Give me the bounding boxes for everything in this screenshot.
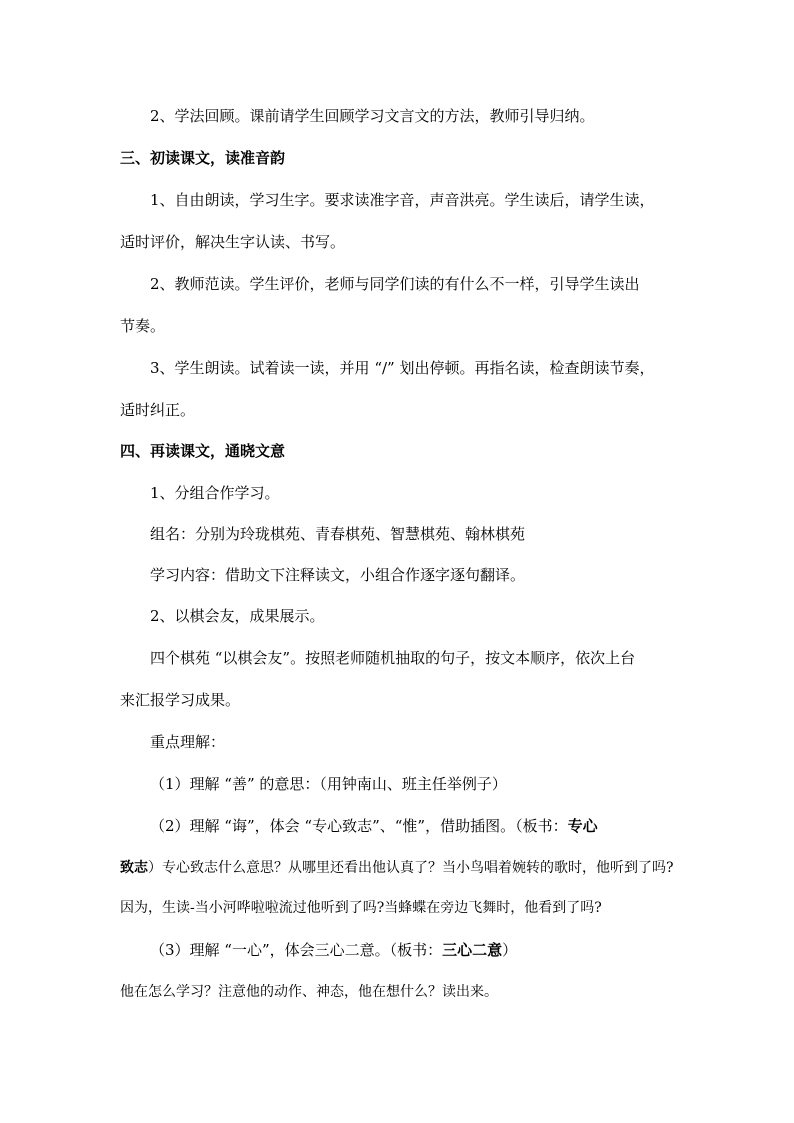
- paragraph-point-1: （1）理解 “善” 的意思：（用钟南山、班主任举例子）: [150, 775, 507, 793]
- paragraph-group-names: 组名：分别为玲珑棋苑、青春棋苑、智慧棋苑、翰林棋苑: [150, 525, 526, 543]
- paragraph-teacher-reading: 2、教师范读。学生评价，老师与同学们读的有什么不一样，引导学生读出: [150, 275, 640, 293]
- paragraph-point-2: [0, 816, 598, 836]
- paragraph-point-2-cont: [0, 858, 674, 878]
- paragraph-student-reading: 3、学生朗读。试着读一读，并用 “/” 划出停顿。再指名读，检查朗读节奏，: [150, 359, 655, 377]
- paragraph-results-show: 2、以棋会友，成果展示。: [150, 607, 325, 625]
- point-3-close: ）: [502, 941, 518, 959]
- board-note-sanxin: 三心二意: [442, 941, 503, 959]
- point-2-question: ）专心致志什么意思？从哪里还看出他认真了？当小鸟唱着婉转的歌时，他听到了吗?: [148, 860, 674, 876]
- paragraph-free-reading: 1、自由朗读，学习生字。要求读准字音，声音洪亮。学生读后，请学生读，: [150, 191, 655, 209]
- paragraph-student-reading-cont: 适时纠正。: [120, 401, 196, 419]
- paragraph-group-study: 1、分组合作学习。: [150, 484, 280, 502]
- paragraph-four-groups-cont: 来汇报学习成果。: [120, 691, 241, 709]
- paragraph-point-2-cont2: 因为，生读-当小河哗啦啦流过他听到了吗?当蜂蝶在旁边飞舞时，他看到了吗?: [120, 900, 602, 916]
- section-heading-4: 四、再读课文，通晓文意: [120, 442, 286, 460]
- board-note-zhizhi: 致志: [120, 860, 148, 876]
- point-2-text: （2）理解 “诲”，体会 “专心致志”、“惟”，借助插图。（板书：: [150, 817, 568, 835]
- paragraph-free-reading-cont: 适时评价，解决生字认读、书写。: [120, 233, 346, 251]
- paragraph-teacher-reading-cont: 节奏。: [120, 317, 166, 335]
- paragraph-four-groups: 四个棋苑 “以棋会友”。按照老师随机抽取的句子，按文本顺序，依次上台: [150, 649, 636, 667]
- section-heading-3: 三、初读课文，读准音韵: [120, 149, 286, 167]
- paragraph-study-method-review: 2、学法回顾。课前请学生回顾学习文言文的方法，教师引导归纳。: [150, 107, 595, 125]
- paragraph-key-points: 重点理解：: [150, 733, 226, 751]
- board-note-zhuanxin: 专心: [567, 817, 598, 835]
- paragraph-point-3: [0, 940, 517, 960]
- point-3-text: （3）理解 “一心”，体会三心二意。（板书：: [150, 941, 443, 959]
- paragraph-how-learn: 他在怎么学习？注意他的动作、神态，他在想什么？读出来。: [120, 984, 498, 1000]
- paragraph-study-content: 学习内容：借助文下注释读文，小组合作逐字逐句翻译。: [150, 566, 526, 584]
